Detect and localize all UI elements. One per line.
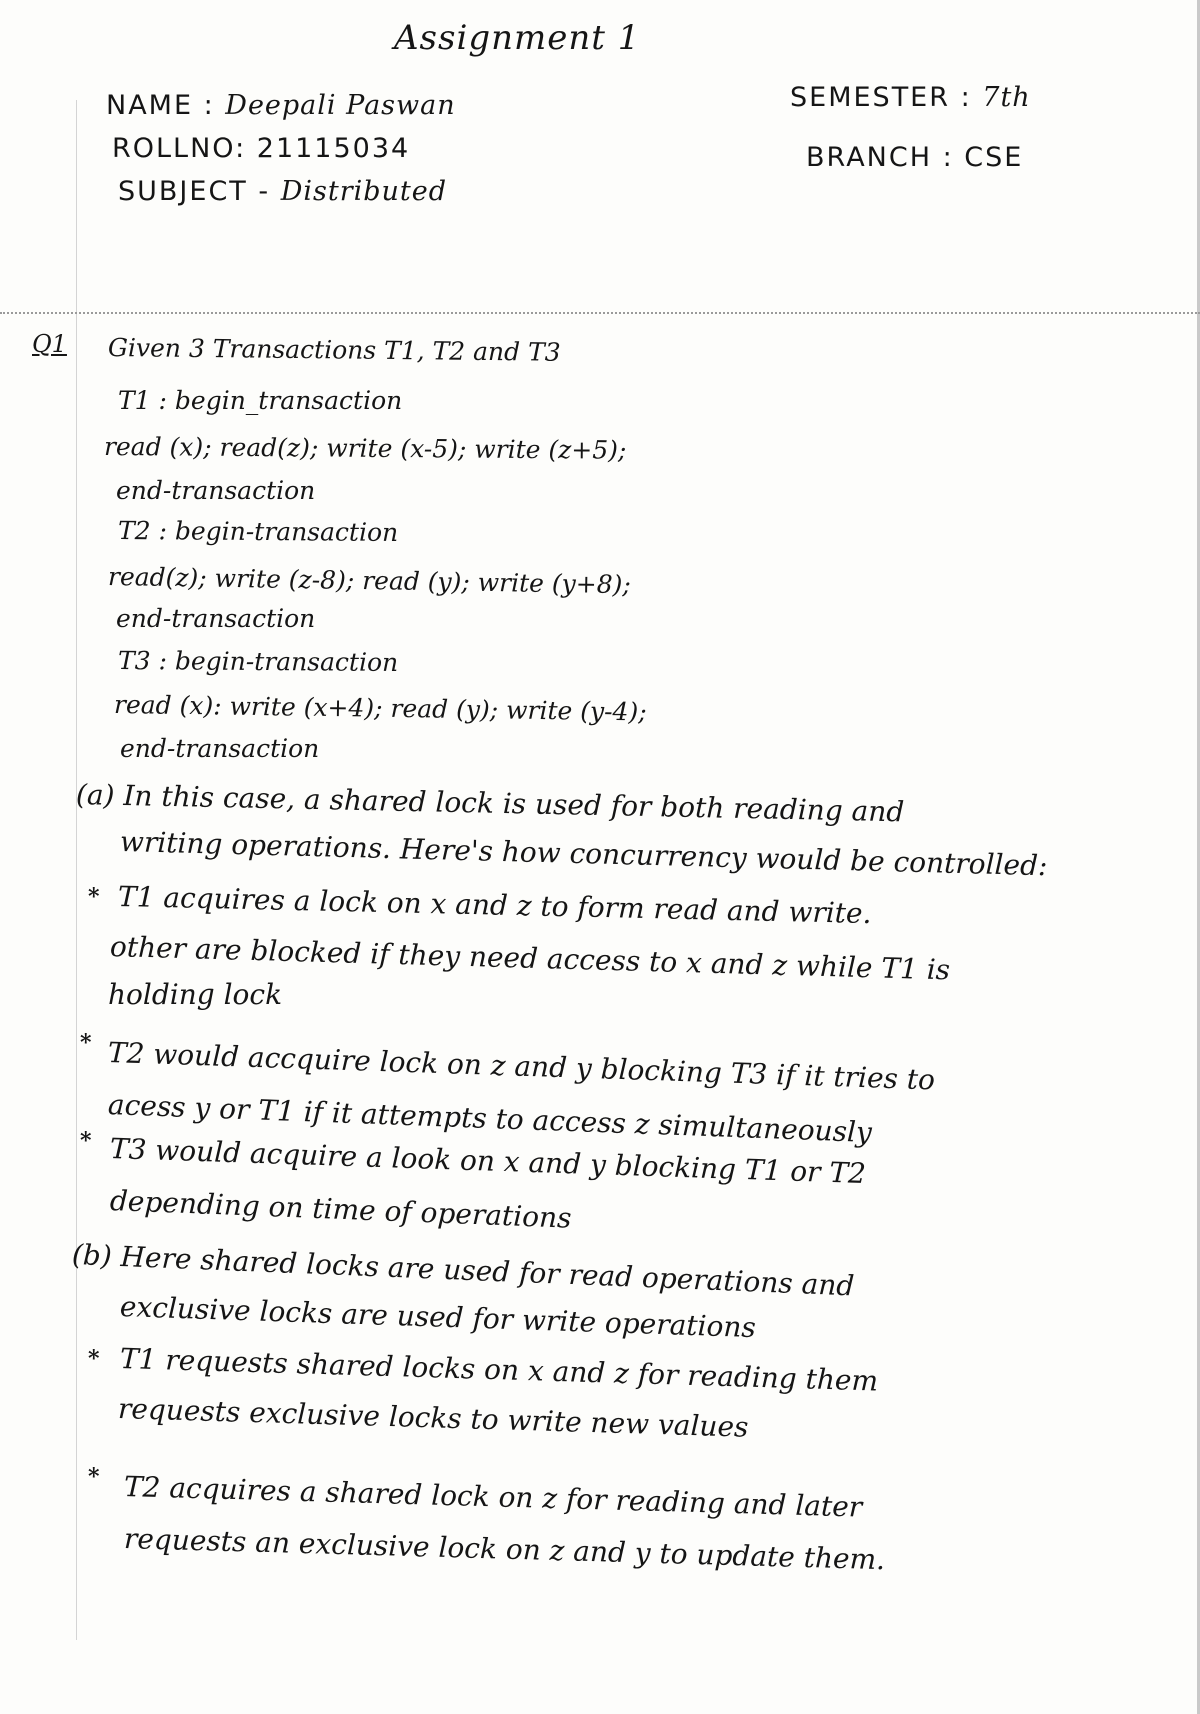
answer-line: writing operations. Here's how concurrency would be controlled:: [119, 825, 1048, 883]
question-line: read (x): write (x+4); read (y); write (y-4);: [113, 690, 647, 727]
bullet-marker: *: [80, 1128, 92, 1154]
semester-label: SEMESTER :: [790, 82, 972, 113]
answer-line: (b) Here shared locks are used for read operations and: [71, 1238, 855, 1303]
bullet-marker: *: [88, 884, 100, 910]
answer-line: T3 would acquire a look on x and y blocking T1 or T2: [109, 1132, 867, 1191]
rollno-label: ROLLNO:: [112, 133, 247, 164]
name-value: Deepali Paswan: [225, 90, 456, 121]
bullet-marker: *: [88, 1346, 100, 1372]
question-line: Given 3 Transactions T1, T2 and T3: [107, 333, 561, 367]
subject-value: Distributed: [280, 176, 448, 207]
bullet-marker: *: [88, 1464, 100, 1490]
subject-label: SUBJECT -: [118, 176, 271, 207]
question-line: read (x); read(z); write (x-5); write (z+5);: [103, 432, 627, 465]
answer-line: requests an exclusive lock on z and y to update them.: [123, 1522, 886, 1577]
question-line: end-transaction: [116, 604, 316, 633]
branch-value: CSE: [964, 142, 1024, 173]
answer-line: holding lock: [108, 978, 283, 1011]
question-line: end-transaction: [120, 734, 320, 763]
answer-line: depending on time of operations: [109, 1184, 573, 1235]
page-title: Assignment 1: [394, 18, 641, 58]
answer-line: other are blocked if they need access to x and z while T1 is: [109, 930, 951, 987]
branch-label: BRANCH :: [806, 142, 954, 173]
name-label: NAME :: [106, 90, 215, 121]
branch-row: [806, 142, 1023, 173]
answer-line: T1 acquires a lock on x and z to form read and write.: [117, 880, 872, 931]
answer-line: acess y or T1 if it attempts to access z simultaneously: [107, 1088, 873, 1149]
semester-row: [790, 82, 1031, 113]
header-divider: [0, 312, 1200, 314]
answer-line: requests exclusive locks to write new values: [117, 1392, 749, 1444]
answer-line: T2 would accquire lock on z and y blocking T3 if it tries to: [107, 1036, 936, 1097]
answer-line: T1 requests shared locks on x and z for reading them: [119, 1342, 879, 1398]
question-line: read(z); write (z-8); read (y); write (y+8);: [107, 562, 632, 600]
answer-line: (a) In this case, a shared lock is used for both reading and: [75, 778, 905, 829]
question-line: T1 : begin_transaction: [118, 386, 403, 415]
question-line: T3 : begin-transaction: [117, 646, 399, 677]
semester-value: 7th: [982, 82, 1031, 113]
bullet-marker: *: [80, 1030, 92, 1056]
question-line: T2 : begin-transaction: [117, 516, 399, 547]
name-row: [106, 90, 456, 121]
subject-row: [118, 176, 447, 207]
answer-line: exclusive locks are used for write operations: [119, 1290, 757, 1345]
question-line: end-transaction: [116, 476, 316, 505]
rollno-value: 21115034: [256, 133, 411, 164]
margin-line: [76, 100, 77, 1640]
rollno-row: [112, 133, 410, 164]
question-number: Q1: [32, 330, 67, 358]
answer-line: T2 acquires a shared lock on z for reading and later: [123, 1470, 863, 1524]
